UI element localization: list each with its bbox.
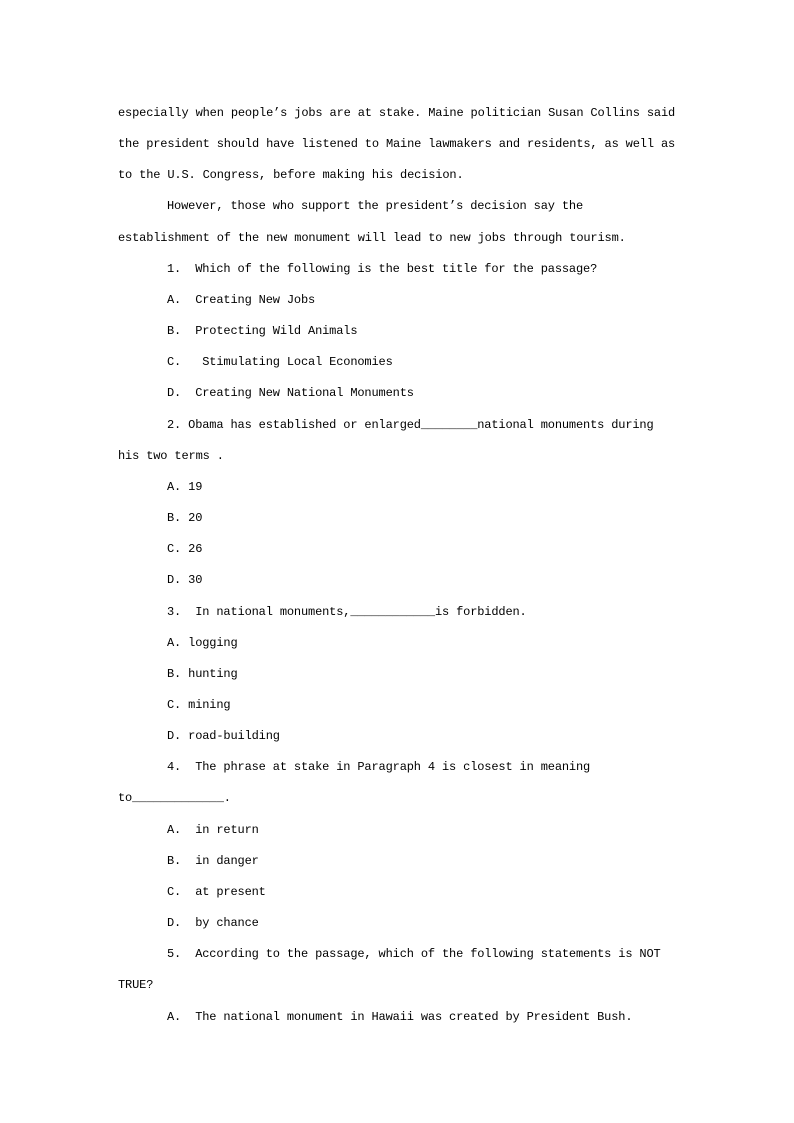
text-line: establishment of the new monument will lead to new jobs through tourism. bbox=[118, 230, 626, 245]
question-4-stem-continued: to_____________. bbox=[118, 791, 231, 806]
question-1-stem: 1. Which of the following is the best title for the passage? bbox=[167, 261, 598, 276]
question-1-option-b: B. Protecting Wild Animals bbox=[167, 324, 358, 339]
question-4-option-a: A. in return bbox=[167, 822, 259, 837]
question-4-option-b: B. in danger bbox=[167, 853, 259, 868]
question-3-option-b: B. hunting bbox=[167, 666, 238, 681]
question-2-stem-continued: his two terms . bbox=[118, 448, 224, 463]
question-5-option-a: A. The national monument in Hawaii was created by President Bush. bbox=[167, 1009, 633, 1024]
question-3-option-d: D. road-building bbox=[167, 729, 280, 744]
question-3-stem: 3. In national monuments,____________is forbidden. bbox=[167, 604, 527, 619]
question-2-option-c: C. 26 bbox=[167, 542, 203, 557]
question-2-option-a: A. 19 bbox=[167, 479, 203, 494]
document-text-block bbox=[118, 98, 718, 1033]
question-2-option-d: D. 30 bbox=[167, 573, 203, 588]
question-4-option-c: C. at present bbox=[167, 884, 266, 899]
question-1-option-d: D. Creating New National Monuments bbox=[167, 386, 414, 401]
text-line: especially when people’s jobs are at stake. Maine politician Susan Collins said bbox=[118, 106, 676, 120]
question-3-option-a: A. logging bbox=[167, 635, 238, 650]
question-4-stem: 4. The phrase at stake in Paragraph 4 is closest in meaning bbox=[167, 760, 591, 775]
question-5-stem: 5. According to the passage, which of the following statements is NOT bbox=[167, 947, 661, 962]
question-2-option-b: B. 20 bbox=[167, 511, 203, 526]
question-1-option-c: C. Stimulating Local Economies bbox=[167, 355, 393, 370]
question-2-stem: 2. Obama has established or enlarged________national monuments during bbox=[167, 417, 654, 432]
text-line: to the U.S. Congress, before making his decision. bbox=[118, 168, 464, 183]
question-5-stem-continued: TRUE? bbox=[118, 978, 154, 993]
question-3-option-c: C. mining bbox=[167, 697, 231, 712]
text-line: the president should have listened to Maine lawmakers and residents, as well as bbox=[118, 137, 676, 152]
text-line: However, those who support the president’s decision say the bbox=[167, 199, 584, 214]
question-4-option-d: D. by chance bbox=[167, 916, 259, 931]
question-1-option-a: A. Creating New Jobs bbox=[167, 292, 316, 307]
